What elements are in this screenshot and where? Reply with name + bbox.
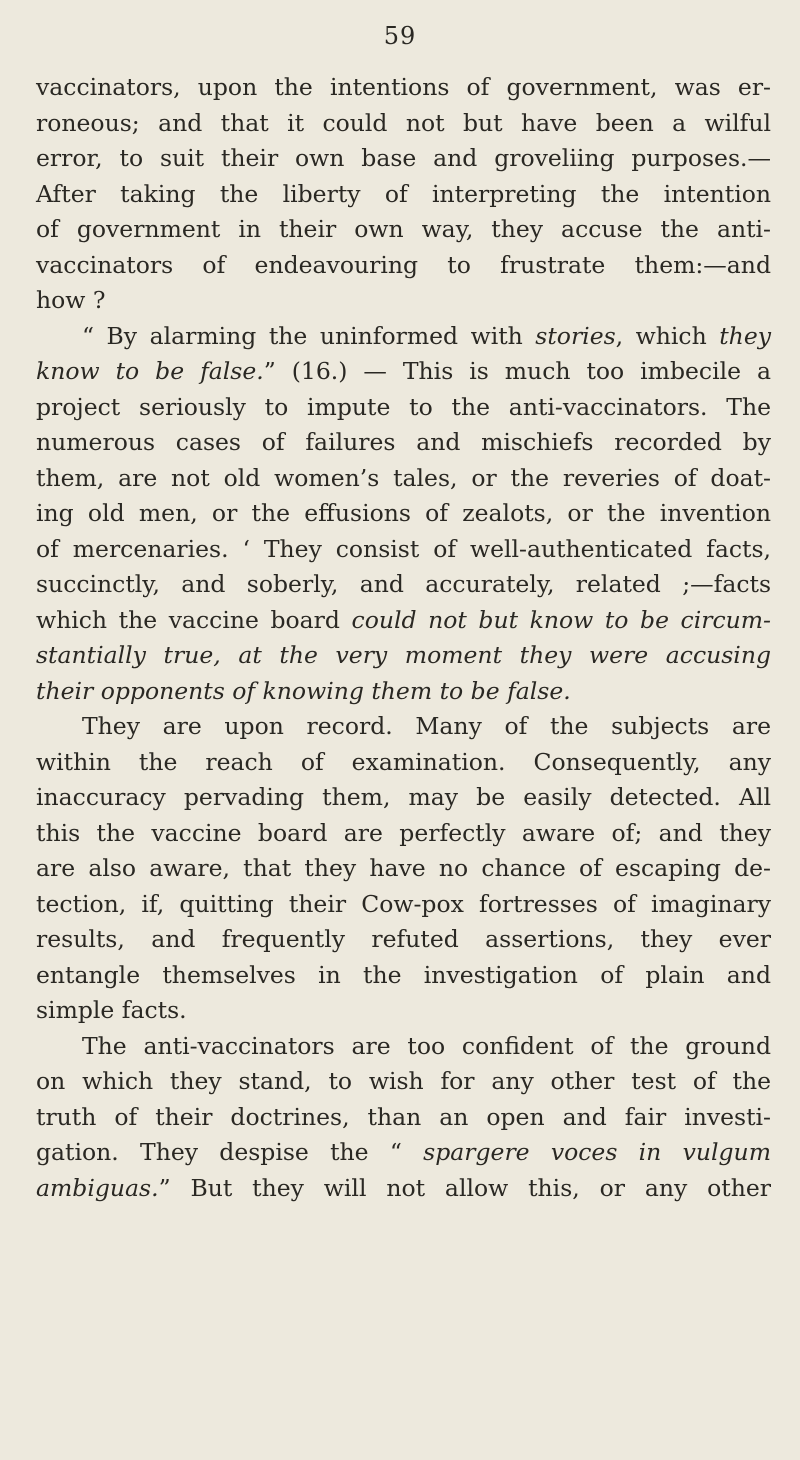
text-line: numerous cases of failures and mischiefs recorded by	[36, 428, 771, 456]
text-line: roneous; and that it could not but have been a wilful	[36, 108, 771, 137]
text-line: error, to suit their own base and groveliing purposes.—	[36, 144, 771, 172]
text-line: this the vaccine board are perfectly aware of; and they	[36, 818, 771, 847]
text-line: of mercenaries. ‘ They consist of well-authenticated facts,	[36, 534, 771, 563]
text-line: of government in their own way, they accuse the anti-	[36, 215, 771, 243]
text-line: project seriously to impute to the anti-vaccinators. The	[36, 392, 771, 421]
text-line: gation. They despise the “ spargere voces in vulgum	[36, 1138, 771, 1166]
text-line: them, are not old women’s tales, or the reveries of doat-	[36, 463, 771, 492]
text-line: on which they stand, to wish for any other test of the	[36, 1067, 771, 1095]
text-line: truth of their doctrines, than an open and fair investi-	[36, 1102, 771, 1131]
text-line: stantially true, at the very moment they were accusing	[36, 641, 771, 669]
text-line: ambiguas.” But they will not allow this, or any other	[36, 1173, 771, 1202]
page-number: 59	[383, 22, 417, 50]
text-line: simple facts.	[36, 996, 187, 1024]
text-line: They are upon record. Many of the subjects are	[82, 712, 771, 740]
body-text	[36, 70, 771, 1206]
text-line: tection, if, quitting their Cow-pox fortresses of imaginary	[36, 889, 771, 918]
text-line: within the reach of examination. Consequently, any	[36, 747, 771, 776]
text-line: vaccinators, upon the intentions of government, was er-	[36, 73, 771, 101]
text-line: how ?	[36, 286, 106, 314]
text-line: know to be false.” (16.) — This is much too imbecile a	[36, 357, 771, 385]
text-line: succinctly, and soberly, and accurately, related ;—facts	[36, 570, 771, 598]
text-line: entangle themselves in the investigation of plain and	[36, 960, 771, 989]
text-line: vaccinators of endeavouring to frustrate them:—and	[36, 250, 771, 279]
text-line: ing old men, or the effusions of zealots, or the invention	[36, 499, 771, 527]
text-line: The anti-vaccinators are too confident of the ground	[82, 1031, 771, 1060]
text-line: results, and frequently refuted assertions, they ever	[36, 925, 771, 953]
text-line: which the vaccine board could not but know to be circum-	[36, 605, 771, 634]
text-line: are also aware, that they have no chance of escaping de-	[36, 854, 771, 882]
text-line: After taking the liberty of interpreting the intention	[36, 179, 771, 208]
text-line: “ By alarming the uninformed with stories, which they	[82, 321, 771, 350]
text-line: inaccuracy pervading them, may be easily detected. All	[36, 783, 771, 811]
text-line: their opponents of knowing them to be false.	[36, 676, 571, 705]
